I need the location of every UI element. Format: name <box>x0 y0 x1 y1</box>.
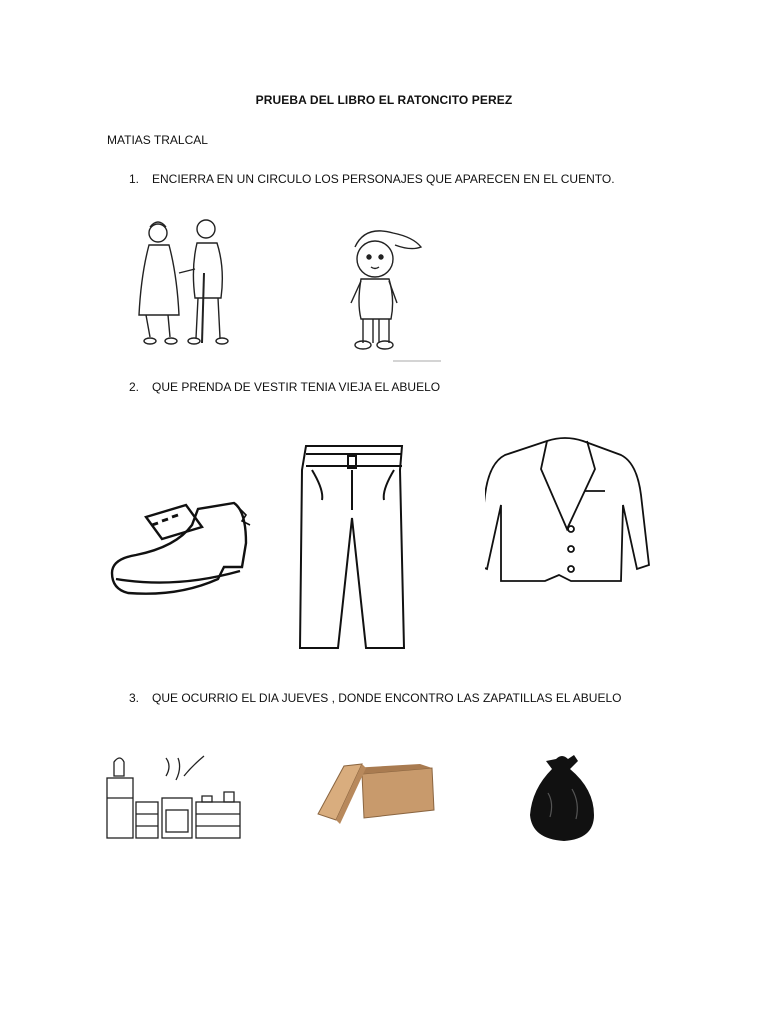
jacket-image[interactable] <box>485 435 653 585</box>
student-name: MATIAS TRALCAL <box>107 133 208 147</box>
question-number: 3. <box>129 691 140 705</box>
pants-image[interactable] <box>298 440 408 654</box>
garbage-bag-image[interactable] <box>526 753 602 847</box>
kitchen-image[interactable] <box>104 752 246 842</box>
box-drawing <box>314 758 438 828</box>
elderly-couple-image[interactable] <box>134 213 236 353</box>
question-1 <box>129 172 615 186</box>
question-text: ENCIERRA EN UN CIRCULO LOS PERSONAJES QUE APARECEN EN EL CUENTO. <box>152 172 615 186</box>
page-title: PRUEBA DEL LIBRO EL RATONCITO PEREZ <box>255 93 513 107</box>
question-2 <box>129 380 440 394</box>
question-3 <box>129 691 621 705</box>
old-boot-image[interactable] <box>106 499 254 603</box>
question-text: QUE PRENDA DE VESTIR TENIA VIEJA EL ABUELO <box>152 380 441 394</box>
question-text: QUE OCURRIO EL DIA JUEVES , DONDE ENCONTRO LAS ZAPATILLAS EL ABUELO <box>152 691 622 705</box>
question-number: 1. <box>129 172 140 186</box>
boy-with-cap-image[interactable] <box>343 225 443 365</box>
cardboard-box-image[interactable] <box>314 758 438 828</box>
question-number: 2. <box>129 380 140 394</box>
